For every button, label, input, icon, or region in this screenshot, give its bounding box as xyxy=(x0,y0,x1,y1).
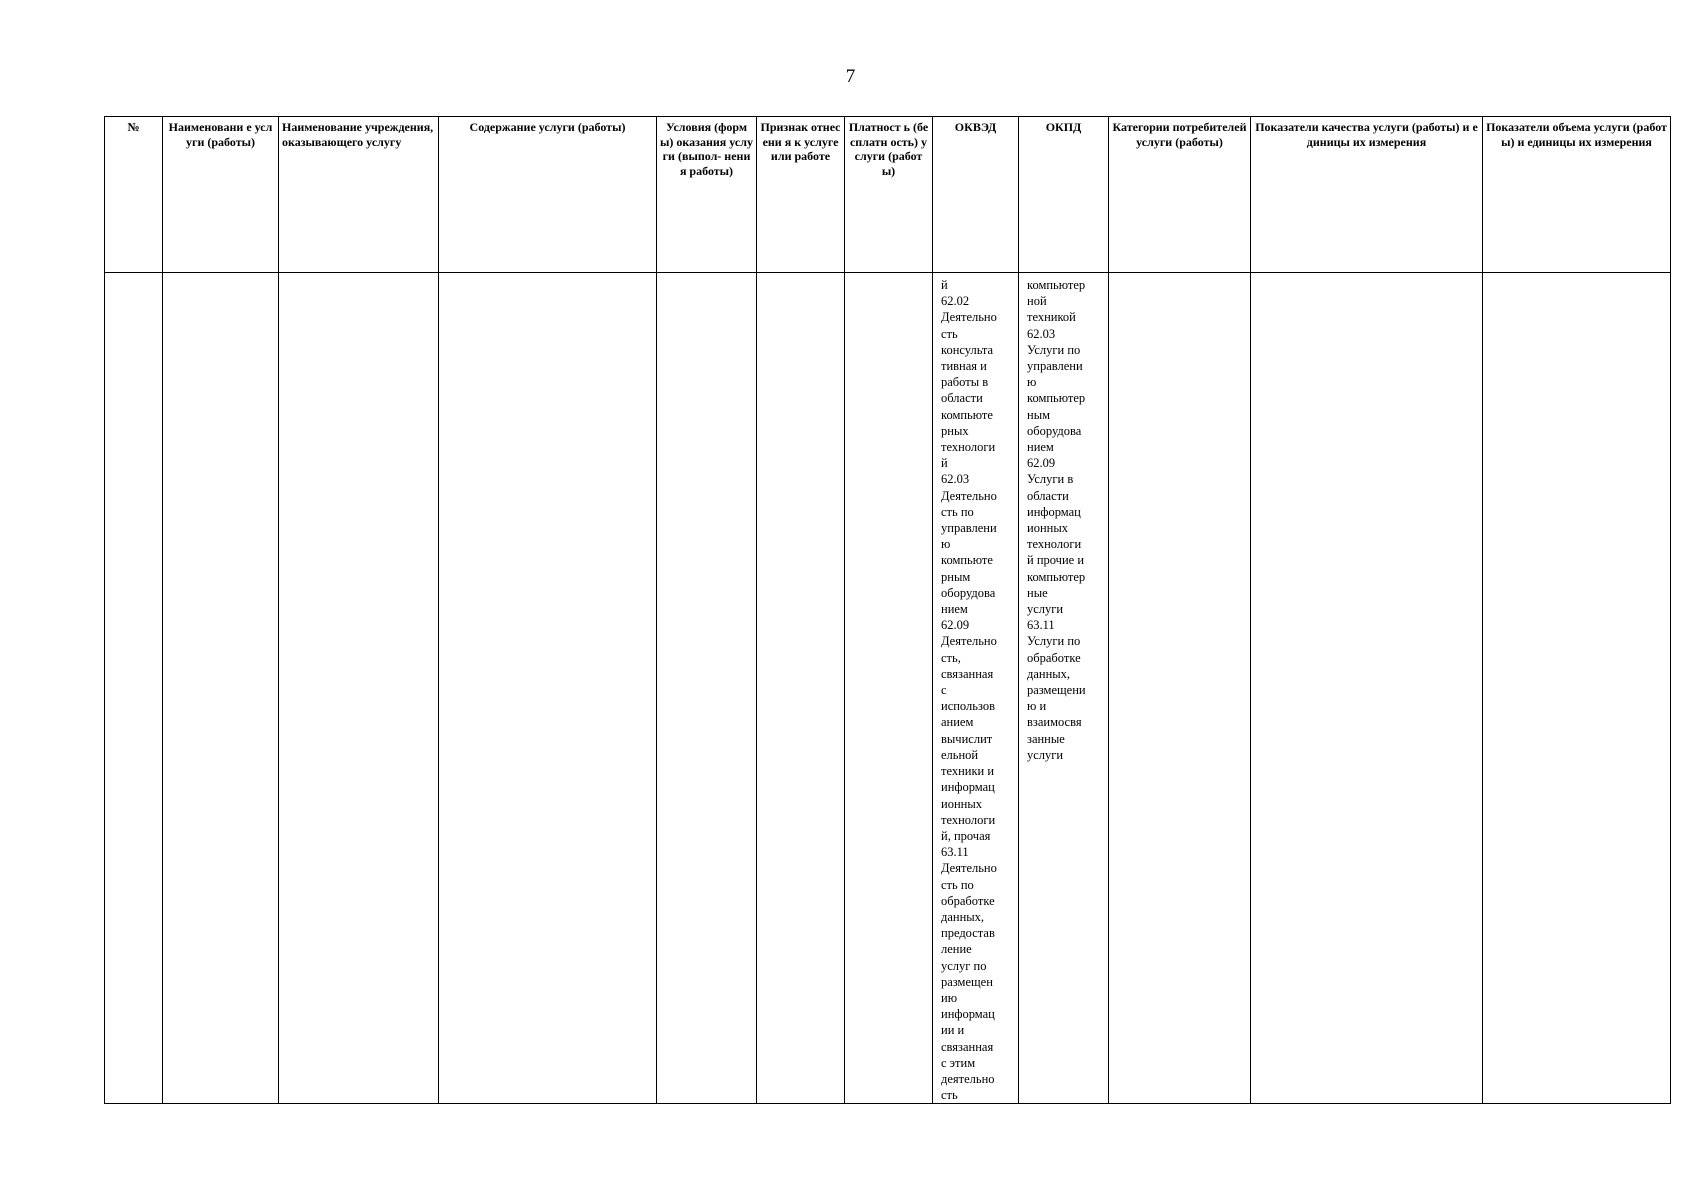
cell-volume-indicators xyxy=(1483,273,1671,1104)
okved-line: компьюте xyxy=(941,407,993,422)
okpd-line: размещени xyxy=(1027,683,1086,698)
okved-line: связанная xyxy=(941,1039,994,1054)
header-number: № xyxy=(105,117,163,273)
okved-line: технологи xyxy=(941,812,996,827)
okpd-line: данных, xyxy=(1027,666,1071,681)
okved-line: й xyxy=(941,456,948,471)
okved-line: обработке xyxy=(941,893,995,908)
okved-line: размещен xyxy=(941,974,993,989)
okpd-line: занные xyxy=(1027,731,1065,746)
okpd-line: й прочие и xyxy=(1027,553,1085,568)
okved-line: информац xyxy=(941,1007,995,1022)
okved-line: с этим xyxy=(941,1055,976,1070)
header-service-content: Содержание услуги (работы) xyxy=(439,117,657,273)
cell-service-name xyxy=(163,273,279,1104)
okpd-line: управлени xyxy=(1027,359,1083,374)
header-payment: Платност ь (бесплатн ость) услуги (работы) xyxy=(845,117,933,273)
okpd-codes xyxy=(1019,273,1108,763)
cell-attribute xyxy=(757,273,845,1104)
okved-line: ионных xyxy=(941,796,982,811)
cell-institution-name xyxy=(279,273,439,1104)
okved-line: с xyxy=(941,683,947,698)
okpd-line: взаимосвя xyxy=(1027,715,1082,730)
okpd-line: 62.03 xyxy=(1027,326,1056,341)
okpd-line: нием xyxy=(1027,440,1054,455)
okved-line: информац xyxy=(941,780,995,795)
okved-line: консульта xyxy=(941,342,994,357)
okved-line: 62.03 xyxy=(941,472,970,487)
okved-line: сть по xyxy=(941,504,974,519)
header-quality-indicators: Показатели качества услуги (работы) и единицы их измерения xyxy=(1251,117,1483,273)
okpd-line: обработке xyxy=(1027,650,1081,665)
okved-line: ю xyxy=(941,537,951,552)
okved-line: нием xyxy=(941,602,968,617)
okved-line: предостав xyxy=(941,926,995,941)
okpd-line: Услуги в xyxy=(1027,472,1074,487)
okpd-line: технологи xyxy=(1027,537,1082,552)
okved-line: 63.11 xyxy=(941,845,969,860)
header-row xyxy=(105,117,1671,273)
okved-line: 62.02 xyxy=(941,294,970,309)
okpd-line: Услуги по xyxy=(1027,342,1081,357)
okved-line: й xyxy=(941,278,948,292)
okpd-line: услуги xyxy=(1027,602,1064,617)
okved-line: оборудова xyxy=(941,585,996,600)
okpd-line: области xyxy=(1027,488,1069,503)
okpd-line: ионных xyxy=(1027,521,1068,536)
okpd-line: оборудова xyxy=(1027,423,1082,438)
cell-number xyxy=(105,273,163,1104)
okved-line: ление xyxy=(941,942,972,957)
okved-codes xyxy=(933,273,1018,1103)
header-okved: ОКВЭД xyxy=(933,117,1019,273)
cell-okved xyxy=(933,273,1019,1104)
okpd-line: ной xyxy=(1027,294,1047,309)
header-conditions: Условия (формы) оказания услуги (выпол- нения работы) xyxy=(657,117,757,273)
cell-quality-indicators xyxy=(1251,273,1483,1104)
okpd-line: компьютер xyxy=(1027,278,1086,292)
okpd-line: компьютер xyxy=(1027,391,1086,406)
cell-payment xyxy=(845,273,933,1104)
cell-service-content xyxy=(439,273,657,1104)
okved-line: ельной xyxy=(941,747,979,762)
okved-line: тивная и xyxy=(941,359,987,374)
okved-line: услуг по xyxy=(941,958,987,973)
cell-okpd xyxy=(1019,273,1109,1104)
okved-line: работы в xyxy=(941,375,989,390)
okved-line: области xyxy=(941,391,983,406)
okved-line: рным xyxy=(941,569,971,584)
table-row xyxy=(105,273,1671,1104)
okpd-line: 62.09 xyxy=(1027,456,1056,471)
okved-line: сть по xyxy=(941,877,974,892)
okved-line: сть xyxy=(941,326,958,341)
okved-line: деятельно xyxy=(941,1071,995,1086)
okved-line: Деятельно xyxy=(941,310,997,325)
okved-line: 62.09 xyxy=(941,618,970,633)
okved-line: техники и xyxy=(941,764,995,779)
okved-line: связанная xyxy=(941,666,994,681)
okved-line: Деятельно xyxy=(941,634,997,649)
okved-line: Деятельно xyxy=(941,861,997,876)
header-attribute: Признак отнесени я к услуге или работе xyxy=(757,117,845,273)
okved-line: анием xyxy=(941,715,974,730)
header-service-name: Наименовани е услуги (работы) xyxy=(163,117,279,273)
okved-line: й, прочая xyxy=(941,828,991,843)
okved-line: сть, xyxy=(941,650,961,665)
okved-line: технологи xyxy=(941,440,996,455)
okved-line: рных xyxy=(941,423,969,438)
okpd-line: компьютер xyxy=(1027,569,1086,584)
okpd-line: ю и xyxy=(1027,699,1047,714)
okpd-line: ные xyxy=(1027,585,1048,600)
okved-line: Деятельно xyxy=(941,488,997,503)
okpd-line: ным xyxy=(1027,407,1050,422)
okved-line: ии и xyxy=(941,1023,965,1038)
cell-conditions xyxy=(657,273,757,1104)
okpd-line: информац xyxy=(1027,504,1081,519)
okved-line: ию xyxy=(941,990,958,1005)
header-institution-name: Наименование учреждения, оказывающего услугу xyxy=(279,117,439,273)
okpd-line: Услуги по xyxy=(1027,634,1081,649)
page-number: 7 xyxy=(845,66,856,87)
cell-consumer-categories xyxy=(1109,273,1251,1104)
okved-line: данных, xyxy=(941,909,985,924)
header-consumer-categories: Категории потребителей услуги (работы) xyxy=(1109,117,1251,273)
okved-line: сть xyxy=(941,1088,958,1103)
services-table xyxy=(104,116,1671,1104)
okved-line: управлени xyxy=(941,521,997,536)
header-okpd: ОКПД xyxy=(1019,117,1109,273)
okpd-line: ю xyxy=(1027,375,1037,390)
okpd-line: 63.11 xyxy=(1027,618,1055,633)
okved-line: компьюте xyxy=(941,553,993,568)
okved-line: использов xyxy=(941,699,995,714)
header-volume-indicators: Показатели объема услуги (работы) и единицы их измерения xyxy=(1483,117,1671,273)
okved-line: вычислит xyxy=(941,731,993,746)
okpd-line: техникой xyxy=(1027,310,1076,325)
okpd-line: услуги xyxy=(1027,747,1064,762)
